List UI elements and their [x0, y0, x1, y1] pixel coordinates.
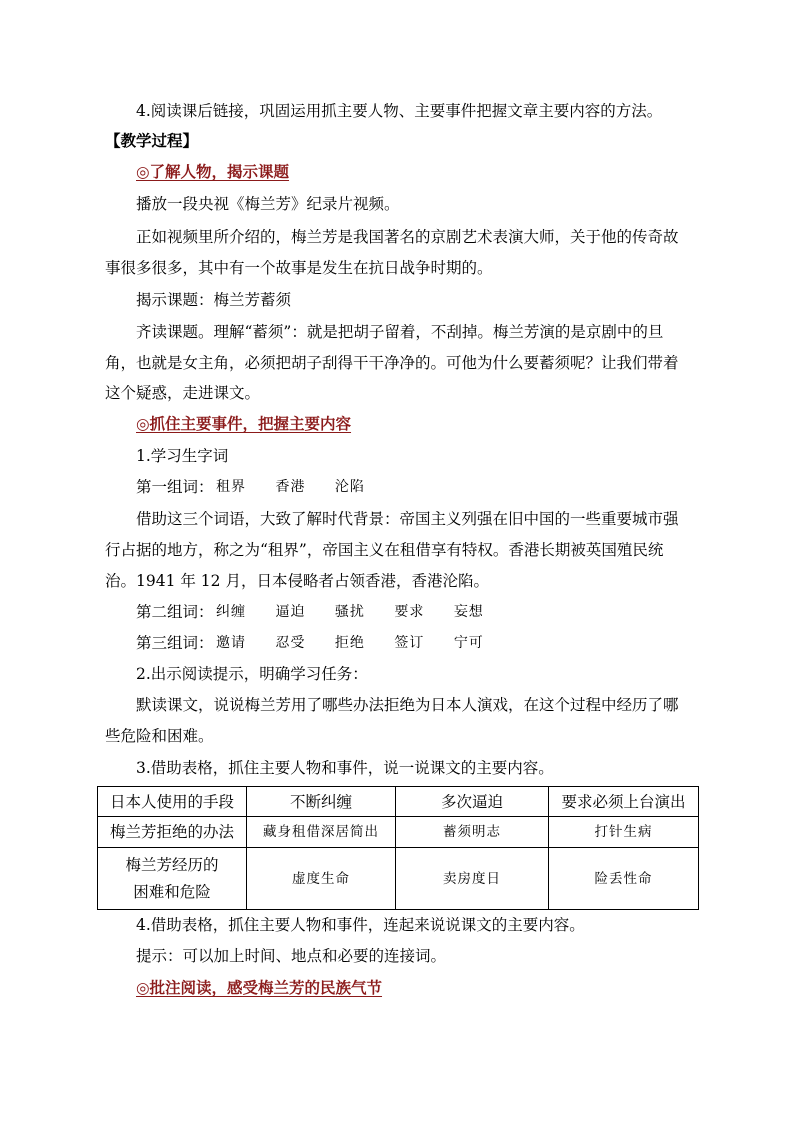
step-2-label: 2.出示阅读提示，明确学习任务： [136, 665, 368, 683]
table-cell: 险丢性命 [549, 848, 699, 910]
word-item: 骚扰 [334, 604, 365, 620]
section-1-paragraph-2-line-2: 事很多很多，其中有一个故事是发生在抗日战争时期的。 [105, 259, 493, 277]
table-cell: 卖房度日 [396, 848, 549, 910]
section-1-title: ◎了解人物，揭示课题 [136, 162, 290, 181]
word-item: 租界 [216, 479, 246, 495]
section-1-paragraph-4-line-1: 齐读课题。理解“蓄须”：就是把胡子留着，不刮掉。梅兰芳演的是京剧中的旦 [136, 323, 664, 341]
reading-task-line-1: 默读课文，说说梅兰芳用了哪些办法拒绝为日本人演戏，在这个过程中经历了哪 [136, 696, 679, 714]
hint-text: 提示：可以加上时间、地点和必要的连接词。 [136, 947, 447, 965]
table-cell: 梅兰芳经历的困难和危险 [98, 848, 247, 910]
section-1-paragraph-2-line-1: 正如视频里所介绍的，梅兰芳是我国著名的京剧艺术表演大师，关于他的传奇故 [136, 228, 679, 246]
table-cell: 虚度生命 [247, 848, 396, 910]
reading-task-line-2: 些危险和困难。 [105, 727, 214, 745]
table-row [98, 787, 699, 817]
step-3-label: 3.借助表格，抓住主要人物和事件，说一说课文的主要内容。 [136, 759, 554, 777]
step-1-label: 1.学习生字词 [136, 447, 229, 465]
word-item: 宁可 [453, 635, 484, 651]
step-4-label: 4.借助表格，抓住主要人物和事件，连起来说说课文的主要内容。 [136, 916, 585, 934]
summary-table [97, 786, 699, 910]
word-group-1 [216, 477, 389, 497]
table-cell: 日本人使用的手段 [98, 787, 247, 817]
word-item: 签订 [394, 635, 425, 651]
objective-item-4: 4.阅读课后链接，巩固运用抓主要人物、主要事件把握文章主要内容的方法。 [136, 102, 663, 120]
section-1-paragraph-4-line-3: 这个疑惑，走进课文。 [105, 384, 261, 402]
section-1-paragraph-1: 播放一段央视《梅兰芳》纪录片视频。 [136, 195, 400, 213]
background-line-1: 借助这三个词语，大致了解时代背景：帝国主义列强在旧中国的一些重要城市强 [136, 510, 679, 528]
table-cell: 不断纠缠 [247, 787, 396, 817]
word-group-3 [216, 633, 508, 653]
word-item: 忍受 [275, 635, 306, 651]
teaching-process-heading: 【教学过程】 [105, 131, 199, 150]
word-item: 逼迫 [275, 604, 306, 620]
table-cell: 藏身租借深居简出 [247, 817, 396, 848]
section-1-paragraph-4-line-2: 角，也就是女主角，必须把胡子刮得干干净净的。可他为什么要蓄须呢？让我们带着 [105, 354, 679, 372]
background-line-3: 治。1941 年 12 月，日本侵略者占领香港，香港沦陷。 [105, 572, 489, 590]
word-item: 拒绝 [334, 635, 365, 651]
word-group-3-label: 第三组词： [136, 634, 214, 652]
word-item: 邀请 [216, 635, 246, 651]
word-group-1-label: 第一组词： [136, 478, 214, 496]
section-2-title: ◎抓住主要事件，把握主要内容 [136, 414, 352, 433]
table-row [98, 848, 699, 910]
section-3-title: ◎批注阅读，感受梅兰芳的民族气节 [136, 978, 383, 997]
table-cell: 打针生病 [549, 817, 699, 848]
table-cell: 多次逼迫 [396, 787, 549, 817]
background-line-2: 行占据的地方，称之为“租界”，帝国主义在租借享有特权。香港长期被英国殖民统 [105, 541, 664, 559]
word-group-2 [216, 602, 508, 622]
word-group-2-label: 第二组词： [136, 603, 214, 621]
word-item: 香港 [275, 479, 306, 495]
table-row [98, 817, 699, 848]
word-item: 纠缠 [216, 604, 246, 620]
table-cell: 梅兰芳拒绝的办法 [98, 817, 247, 848]
section-1-paragraph-3: 揭示课题：梅兰芳蓄须 [136, 291, 292, 309]
table-cell: 要求必须上台演出 [549, 787, 699, 817]
word-item: 沦陷 [334, 479, 365, 495]
table-cell: 蓄须明志 [396, 817, 549, 848]
word-item: 要求 [394, 604, 425, 620]
word-item: 妄想 [453, 604, 484, 620]
